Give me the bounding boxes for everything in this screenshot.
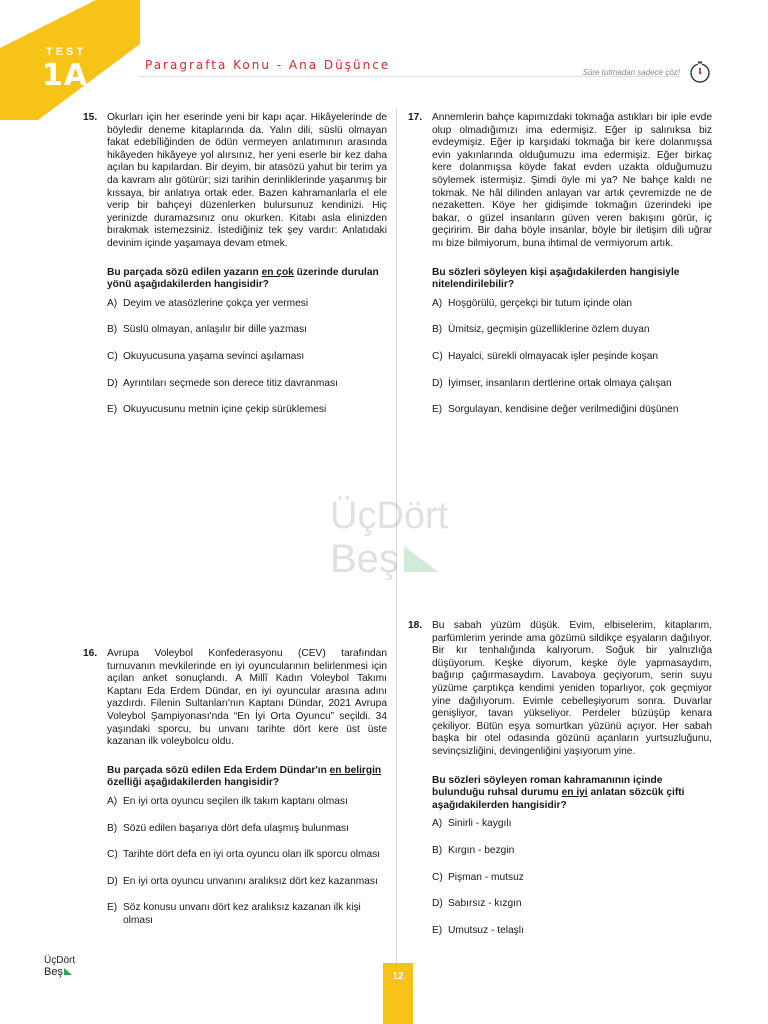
option-b[interactable]: B) Süslü olmayan, anlaşılır bir dille yazması [107,324,308,336]
option-c[interactable]: C) Okuyucusuna yaşama sevinci aşılaması [107,350,305,362]
option-d[interactable]: D) Ayrıntıları seçmede son derece titiz davranması [107,377,338,389]
svg-text:ÜçDört: ÜçDört [330,495,449,537]
question-15 [83,112,387,431]
option-c[interactable]: C) Tarihte dört defa en iyi orta oyuncu olan ilk sporcu olması [107,849,381,861]
option-c[interactable]: C) Hayalci, sürekli olmayacak işler peşinde koşan [432,350,659,362]
question-number: 18. [408,620,423,631]
question-number: 17. [408,112,423,123]
svg-text:Beş: Beş [44,966,63,978]
stopwatch-icon [688,60,712,84]
question-number: 16. [83,648,98,659]
options-list [432,818,712,937]
page-number-box [383,963,413,1024]
question-16 [83,648,387,942]
option-b[interactable]: B) Kırgın - bezgin [432,844,515,856]
svg-text:Beş: Beş [330,537,399,580]
option-e[interactable]: E) Umutsuz - telaşlı [432,924,524,936]
question-18 [408,620,712,951]
question-prompt: Bu parçada sözü edilen yazarın en çok üzerinde durulan yönü aşağıdakilerden hangisidir? [107,266,379,291]
option-d[interactable]: D) En iyi orta oyuncu unvanını aralıksız dört kez kazanması [107,875,378,887]
option-a[interactable]: A) Hoşgörülü, gerçekçi bir tutum içinde olan [432,297,633,309]
option-e[interactable]: E) Okuyucusunu metnin içine çekip sürüklemesi [107,404,327,416]
page-title: Paragrafta Konu - Ana Düşünce [145,58,391,72]
question-stem: Okurları için her eserinde yeni bir kapı açar. Hikâyelerinde de böyledir deneme kitaplarında da. Yalın dili, süslü olmayan fakat edebîliğinden de ödün vermeyen anlatımının arasında hikâyeden hikâyeye yol alırsınız, her yeni eserle bir kez daha açılan bu kapılardan. Bir deyim, bir atasözü yahut bir terim ya da kavram alır götürür; sizi tarihin derinliklerinde yaşanmış bir kıssaya, bir anlatıya ortak eder. Bazen kahramanlarla el ele verip bir bahçeyi düzenlerken bulursunuz kendinizi. Hiç yerinizde duramazsınız onu okurken. Kitabı asla elinizden bırakmak istemezsiniz. İstediğiniz tek şey vardır: Anlatıdaki devinim içinde yaşamaya devam etmek. [107,112,387,249]
option-b[interactable]: B) Sözü edilen başarıya dört defa ulaşmış bulunması [107,822,349,834]
question-stem: Avrupa Voleybol Konfederasyonu (CEV) tarafından turnuvanın mevkilerinde en iyi oyuncularının belirlenmesi için açılan anket sonuçlandı. A Millî Kadın Voleybol Takımı Kaptanı Eda Erdem Dündar, en iyi oyuncular arasına adını yazdırdı. Filenin Sultanları'nın Kaptanı Dündar, 2021 Avrupa Voleybol Şampiyonası'nda “En İyi Orta Oyuncu” seçildi. 34 yaşındaki sporcu, bu unvanı tarihte dört kere üst üste kazanan ilk voleybolcu oldu. [107,648,387,748]
option-e[interactable]: E) Sorgulayan, kendisine değer verilmediğini düşünen [432,404,679,416]
test-label: TEST [46,46,87,58]
test-code: 1A [42,58,89,93]
watermark-logo [328,490,468,580]
svg-text:ÜçDört: ÜçDört [44,955,76,966]
option-a[interactable]: A) Deyim ve atasözlerine çokça yer vermesi [107,297,309,309]
option-d[interactable]: D) İyimser, insanların dertlerine ortak olmaya çalışan [432,377,672,389]
options-list [107,298,387,417]
option-d[interactable]: D) Sabırsız - kızgın [432,898,522,910]
option-a[interactable]: A) Sinirli - kaygılı [432,818,512,830]
question-stem: Annemlerin bahçe kapımızdaki tokmağa astıkları bir iple evde olup olmadığımızı ima edermişiz. Eğer ip salınıksa biz evdeymişiz. Eğer ip karşıdaki tokmağa bir kere dolanmışsa evin yakınlarında olduğumuzu ima edermişiz. Eğer birkaç kere dolanmışsa köyde fakat evden uzakta olduğumuzu söylemek istermişiz. Şimdi öyle mi ya? Ne bahçe kaldı ne tokmak. Ne hâl dilinden anlayan var artık çevremizde ne de nezaketten. Köye her gidişimde tokmağın üzerindeki ipe bakar, o güzel insanların güven veren bakışını görür, iç geçiririm. Bir daha böyle insanlar, böyle bir iletişim dili uğrar mı bize bilmiyorum, buna ihtimal de vermiyorum artık. [432,112,712,249]
options-list [107,796,387,928]
options-list [432,298,712,417]
option-e[interactable]: E) Söz konusu unvanı dört kez aralıksız kazanan ilk kişi olması [107,902,361,926]
timer-note: Süre tutmadan sadece çöz! [582,68,680,77]
question-prompt: Bu sözleri söyleyen roman kahramanının içinde bulunduğu ruhsal durumu en iyi anlatan sözcük çifti aşağıdakilerden hangisidir? [432,774,685,811]
question-prompt: Bu sözleri söyleyen kişi aşağıdakilerden hangisiyle nitelendirilebilir? [432,266,680,291]
option-b[interactable]: B) Ümitsiz, geçmişin güzelliklerine özlem duyan [432,324,650,336]
question-number: 15. [83,112,98,123]
option-c[interactable]: C) Pişman - mutsuz [432,871,524,883]
footer-logo [44,952,84,978]
page-number: 12 [392,971,404,982]
question-17 [408,112,712,431]
question-prompt: Bu parçada sözü edilen Eda Erdem Dündar'ın en belirgin özelliği aşağıdakilerden hangisidir? [107,764,382,789]
option-a[interactable]: A) En iyi orta oyuncu seçilen ilk takım kaptanı olması [107,795,348,807]
question-stem: Bu sabah yüzüm düşük. Evim, elbiselerim, kitaplarım, parfümlerim yerinde ama gözümü sildikçe eşyaların dağılıyor. Bir kır tenhalığında kalıyorum. Soğuk bir yalnızlığa düşüyorum. Keşke diyorum, keşke öyle yapmasaydım, bağırıp çağırmasaydım. Lavaboya geçiyorum, serin suyu yüzüme çarptıkça kendimi yeniden toparlıyor, çok geçmiyor yine dağılıyorum. Evimle cebelleşiyorum sonra. Duvarlar genişliyor, tavan yükseliyor. Perdeler büzüşüp kenara çekiliyor. Bütün eşya somurtkan yüzünü açıyor. Her sabah başka bir otel odasında gözünü açanların yurtsuzluğunu, sevinçsizliğini, devingenliğini yaşıyorum yine. [432,620,712,757]
